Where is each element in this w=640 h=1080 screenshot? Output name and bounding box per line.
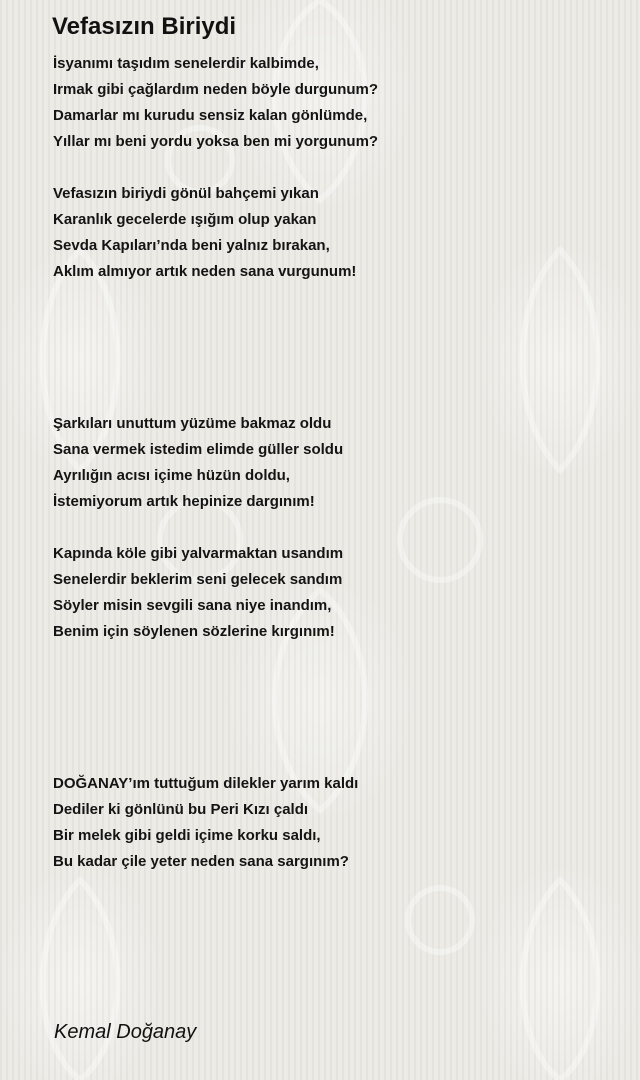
stanza-3: [53, 411, 343, 515]
poem-author: Kemal Doğanay: [54, 1021, 197, 1043]
poem-line: Şarkıları unuttum yüzüme bakmaz oldu: [53, 415, 332, 432]
poem-line: Sevda Kapıları’nda beni yalnız bırakan,: [53, 237, 330, 254]
poem-line: Vefasızın biriydi gönül bahçemi yıkan: [53, 185, 319, 202]
poem-line: İsyanımı taşıdım senelerdir kalbimde,: [53, 55, 319, 72]
poem-line: Bir melek gibi geldi içime korku saldı,: [53, 827, 321, 844]
stanza-5: [53, 771, 358, 875]
poem-line: Yıllar mı beni yordu yoksa ben mi yorgunum?: [53, 133, 379, 150]
poem-line: Senelerdir beklerim seni gelecek sandım: [53, 571, 343, 588]
poem-line: Kapında köle gibi yalvarmaktan usandım: [53, 545, 344, 562]
stanza-1: [53, 51, 378, 155]
poem-line: İstemiyorum artık hepinize dargınım!: [53, 493, 315, 510]
poem-line: Irmak gibi çağlardım neden böyle durgunum?: [53, 81, 379, 98]
poem-line: Bu kadar çile yeter neden sana sargınım?: [53, 853, 349, 870]
poem-line: Karanlık gecelerde ışığım olup yakan: [53, 211, 317, 228]
poem-line: Ayrılığın acısı içime hüzün doldu,: [53, 467, 290, 484]
poem-line: DOĞANAY’ım tuttuğum dilekler yarım kaldı: [53, 775, 359, 792]
stanza-4: [53, 541, 343, 645]
poem-line: Dediler ki gönlünü bu Peri Kızı çaldı: [53, 801, 309, 818]
stanza-2: [53, 181, 356, 285]
poem-line: Sana vermek istedim elimde güller soldu: [53, 441, 344, 458]
poem-title: Vefasızın Biriydi: [52, 13, 237, 40]
poem-line: Söyler misin sevgili sana niye inandım,: [53, 597, 332, 614]
poem-line: Aklım almıyor artık neden sana vurgunum!: [53, 263, 357, 280]
poem-line: Damarlar mı kurudu sensiz kalan gönlümde,: [53, 107, 368, 124]
poem-line: Benim için söylenen sözlerine kırgınım!: [53, 623, 335, 640]
